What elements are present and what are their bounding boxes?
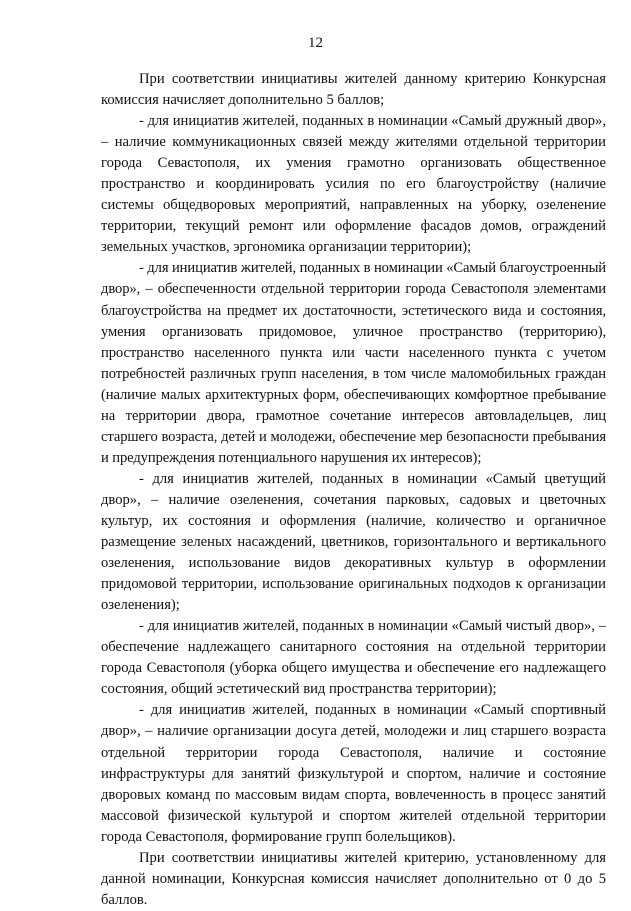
paragraph-friendly-yard: - для инициатив жителей, поданных в номинации «Самый дружный двор», – наличие коммуникационных связей между жителями отдельной территории города Севастополя, их умения грамотно организовать общественное пространство и координировать усилия по его благоустройству (наличие системы общедворовых мероприятий, направленных на уборку, озеленение территории, текущий ремонт или оформление фасадов домов, ограждений земельных участков, эргономика организации территории); [101,113,606,256]
paragraph-score-note: При соответствии инициативы жителей данному критерию Конкурсная комиссия начисляет дополнительно 5 баллов; [101,71,606,109]
paragraph-final-score-note: При соответствии инициативы жителей критерию, установленному для данной номинации, Конкурсная комиссия начисляет дополнительно от 0 до 5 баллов. [101,849,606,908]
page-number: 12 [308,35,323,51]
document-body [101,69,606,911]
paragraph-blooming-yard: - для инициатив жителей, поданных в номинации «Самый цветущий двор», – наличие озеленения, сочетания парковых, садовых и цветочных культур, их состояния и оформления (наличие, количество и органичное размещение зеленых насаждений, цветников, горизонтального и вертикального озеленения, использование видов декоративных культур в оформлении придомовой территории, использование оригинальных подходов к организации озеленения); [101,470,606,614]
paragraph-best-landscaped-yard: - для инициатив жителей, поданных в номинации «Самый благоустроенный двор», – обеспеченности отдельной территории города Севастополя элементами благоустройства на предмет их достаточности, эстетического вида и состояния, умения организовать придомовое, уличное пространство (территорию), пространство населенного пункта или части населенного пункта с учетом потребностей различных групп населения, в том числе маломобильных граждан (наличие малых архитектурных форм, обеспечивающих комфортное пребывание на территории двора, грамотное сочетание интересов автовладельцев, лиц старшего возраста, детей и молодежи, обеспечение мер безопасности пребывания и предупреждения потенциального нарушения их интересов); [101,260,607,466]
paragraph-clean-yard: - для инициатив жителей, поданных в номинации «Самый чистый двор», – обеспечение надлежащего санитарного состояния на отдельной территории города Севастополя (уборка общего имущества и обеспечение его надлежащего состояния, общий эстетический вид пространства территории); [101,618,606,698]
paragraph-sports-yard: - для инициатив жителей, поданных в номинации «Самый спортивный двор», – наличие организации досуга детей, молодежи и лиц старшего возраста отдельной территории города Севастополя, наличие и состояние инфраструктуры для занятий физкультурой и спортом, наличие и состояние дворовых команд по массовым видам спорта, вовлеченность в процесс занятий массовой физической культурой и спортом жителей отдельной территории города Севастополя, формирование групп болельщиков). [101,702,606,845]
